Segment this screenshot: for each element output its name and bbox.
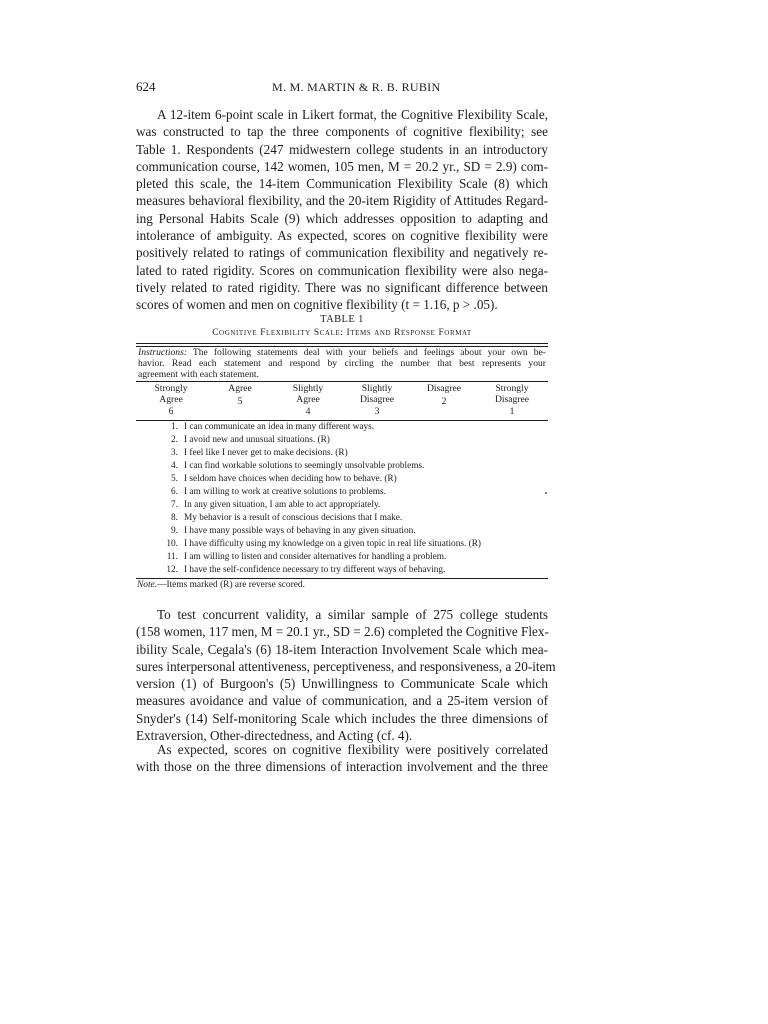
scale-item bbox=[136, 525, 548, 538]
note-label: Note. bbox=[137, 580, 158, 590]
scale-value: 5 bbox=[237, 395, 243, 407]
scale-label: Slightly bbox=[292, 383, 324, 394]
scan-speck bbox=[545, 492, 547, 494]
scale-item bbox=[136, 421, 548, 434]
item-text: I avoid new and unusual situations. (R) bbox=[184, 435, 330, 445]
item-number: 10. bbox=[166, 539, 178, 549]
item-number: 7. bbox=[171, 500, 178, 510]
item-number: 2. bbox=[171, 435, 178, 445]
table-instructions bbox=[138, 347, 546, 380]
scale-item bbox=[136, 512, 548, 525]
scale-label: Agree bbox=[159, 393, 183, 405]
paragraph-line: (158 women, 117 men, M = 20.1 yr., SD = 2.6) completed the Cognitive Flex- bbox=[136, 624, 549, 640]
page-number: 624 bbox=[136, 79, 156, 94]
scale-label: Disagree bbox=[426, 383, 462, 394]
paragraph-line: Extraversion, Other-directedness, and Acting (cf. 4). bbox=[136, 728, 413, 744]
body-paragraph-1 bbox=[136, 106, 548, 314]
paragraph-line: measures behavioral flexibility, and the 20-item Rigidity of Attitudes Regard- bbox=[136, 193, 548, 209]
scale-label: Disagree bbox=[359, 393, 395, 405]
item-number: 9. bbox=[171, 526, 178, 536]
paragraph-line: measures avoidance and value of communication, and a 25-item version of bbox=[136, 693, 548, 709]
table-caption: Cognitive Flexibility Scale: Items and Response Format bbox=[212, 328, 472, 338]
table-header-rule bbox=[136, 381, 548, 382]
item-text: I have many possible ways of behaving in any given situation. bbox=[184, 526, 416, 536]
scale-label: Strongly bbox=[154, 383, 188, 394]
item-text: I have difficulty using my knowledge on a given topic in real life situations. (R) bbox=[184, 539, 482, 549]
note-text: —Items marked (R) are reverse scored. bbox=[157, 580, 305, 590]
scale-value: 6 bbox=[168, 406, 174, 417]
scale-item bbox=[136, 564, 548, 577]
paragraph-line: Table 1. Respondents (247 midwestern college students in an introductory bbox=[136, 141, 548, 157]
scale-item bbox=[136, 447, 548, 460]
table-top-rule bbox=[136, 343, 548, 344]
item-number: 5. bbox=[171, 474, 178, 484]
instructions-line: havior. Read each statement and respond by circling the number that best represents your bbox=[138, 358, 546, 369]
scale-item bbox=[136, 460, 548, 473]
paragraph-line: pleted this scale, the 14-item Communication Flexibility Scale (8) which bbox=[136, 176, 548, 192]
paragraph-line: tively related to rated rigidity. There was no significant difference between bbox=[136, 279, 548, 295]
scale-option bbox=[136, 384, 206, 418]
paragraph-line: sures interpersonal attentiveness, perceptiveness, and responsiveness, a 20-item bbox=[136, 658, 556, 674]
item-number: 8. bbox=[171, 513, 178, 523]
paragraph-line: ibility Scale, Cegala's (6) 18-item Interaction Involvement Scale which mea- bbox=[136, 641, 548, 657]
scale-option bbox=[477, 384, 547, 418]
scale-item bbox=[136, 499, 548, 512]
paragraph-line: lated to rated rigidity. Scores on communication flexibility were also nega- bbox=[136, 262, 548, 278]
item-text: I am willing to listen and consider alternatives for handling a problem. bbox=[184, 552, 447, 562]
item-text: My behavior is a result of conscious decisions that I make. bbox=[184, 513, 403, 523]
scale-item bbox=[136, 551, 548, 564]
response-scale bbox=[136, 384, 548, 420]
scale-value: 2 bbox=[441, 395, 447, 407]
scale-value: 3 bbox=[374, 406, 380, 417]
item-number: 6. bbox=[171, 487, 178, 497]
paragraph-line: As expected, scores on cognitive flexibility were positively correlated bbox=[157, 742, 548, 757]
instructions-line: agreement with each statement. bbox=[138, 369, 259, 380]
table-bottom-rule bbox=[136, 578, 548, 579]
body-paragraph-2 bbox=[136, 606, 556, 744]
scale-item bbox=[136, 486, 548, 499]
scale-option bbox=[409, 384, 479, 407]
paragraph-line: intolerance of ambiguity. As expected, scores on cognitive flexibility were bbox=[136, 228, 548, 244]
table-label: TABLE 1 bbox=[320, 314, 364, 325]
paragraph-line: with those on the three dimensions of interaction involvement and the three bbox=[136, 759, 548, 775]
scale-item bbox=[136, 434, 548, 447]
running-head-authors: M. M. MARTIN & R. B. RUBIN bbox=[272, 80, 441, 94]
instructions-label: Instructions: bbox=[138, 347, 188, 358]
paragraph-line: Snyder's (14) Self-monitoring Scale which includes the three dimensions of bbox=[136, 710, 548, 726]
scale-label: Agree bbox=[296, 393, 320, 405]
item-text: I feel like I never get to make decisions. (R) bbox=[184, 448, 348, 458]
scale-value: 1 bbox=[509, 406, 515, 417]
item-text: I seldom have choices when deciding how to behave. (R) bbox=[184, 474, 397, 484]
running-head bbox=[136, 79, 548, 97]
paragraph-line: version (1) of Burgoon's (5) Unwillingness to Communicate Scale which bbox=[136, 676, 548, 692]
item-text: I am willing to work at creative solutions to problems. bbox=[184, 487, 386, 497]
scale-item bbox=[136, 538, 548, 551]
scale-label: Agree bbox=[228, 383, 252, 394]
paragraph-line: communication course, 142 women, 105 men, M = 20.2 yr., SD = 2.9) com- bbox=[136, 158, 548, 174]
item-text: I have the self-confidence necessary to try different ways of behaving. bbox=[184, 565, 446, 575]
item-number: 12. bbox=[166, 565, 178, 575]
scale-items bbox=[136, 421, 548, 577]
table-note bbox=[137, 580, 305, 590]
scale-value: 4 bbox=[305, 406, 311, 417]
scale-label: Disagree bbox=[494, 393, 530, 405]
scale-option bbox=[205, 384, 275, 407]
item-text: In any given situation, I am able to act appropriately. bbox=[184, 500, 381, 510]
item-number: 4. bbox=[171, 461, 178, 471]
instructions-line bbox=[138, 347, 546, 358]
item-number: 3. bbox=[171, 448, 178, 458]
item-text: I can find workable solutions to seemingly unsolvable problems. bbox=[184, 461, 425, 471]
item-text: I can communicate an idea in many different ways. bbox=[184, 422, 375, 432]
paragraph-line: positively related to ratings of communication flexibility and negatively re- bbox=[136, 245, 548, 261]
body-paragraph-3 bbox=[136, 741, 548, 776]
scale-option bbox=[273, 384, 343, 418]
item-number: 11. bbox=[166, 552, 178, 562]
paragraph-line: A 12-item 6-point scale in Likert format, the Cognitive Flexibility Scale, bbox=[157, 107, 548, 122]
paragraph-line: ing Personal Habits Scale (9) which addresses opposition to adapting and bbox=[136, 210, 548, 226]
paragraph-line: To test concurrent validity, a similar sample of 275 college students bbox=[157, 607, 548, 622]
scale-label: Strongly bbox=[495, 383, 529, 394]
item-number: 1. bbox=[171, 422, 178, 432]
paragraph-line: was constructed to tap the three components of cognitive flexibility; see bbox=[136, 124, 548, 140]
instructions-text: The following statements deal with your beliefs and feelings about your own be- bbox=[187, 347, 546, 358]
scale-option bbox=[342, 384, 412, 418]
scale-item bbox=[136, 473, 548, 486]
paragraph-line: scores of women and men on cognitive flexibility (t = 1.16, p > .05). bbox=[136, 297, 498, 313]
scale-label: Slightly bbox=[361, 383, 393, 394]
